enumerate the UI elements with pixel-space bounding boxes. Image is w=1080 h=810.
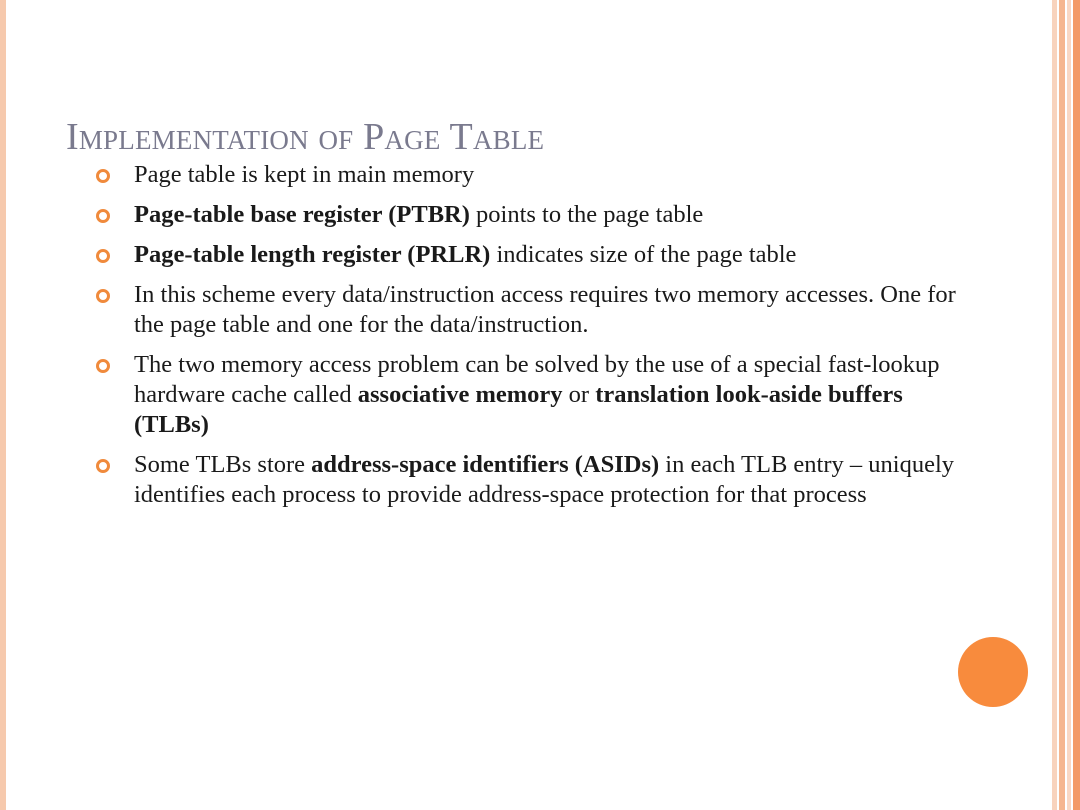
hollow-circle-bullet-icon — [96, 289, 110, 303]
hollow-circle-bullet-icon — [96, 209, 110, 223]
right-stripes-decoration — [1052, 0, 1080, 810]
bullet-item — [94, 200, 964, 230]
bullet-item — [94, 280, 964, 340]
bullet-bold-text: associative memory — [357, 381, 563, 408]
bullet-text: points to the page table — [469, 201, 704, 228]
bullet-text: The two memory access problem can be solved by the use of a special fast-lookup hardware cache called — [134, 351, 940, 408]
left-border-decoration — [0, 0, 6, 810]
bullet-list — [94, 160, 964, 520]
bullet-text: or — [562, 381, 596, 408]
stripe-4 — [1073, 0, 1080, 810]
stripe-1 — [1052, 0, 1057, 810]
bullet-item — [94, 450, 964, 510]
bullet-text: In this scheme every data/instruction access requires two memory accesses. One for the page table and one for the data/instruction. — [134, 281, 956, 338]
bullet-bold-text: Page-table length register (PRLR) — [134, 241, 491, 268]
hollow-circle-bullet-icon — [96, 459, 110, 473]
bullet-bold-text: Page-table base register (PTBR) — [134, 201, 470, 228]
hollow-circle-bullet-icon — [96, 359, 110, 373]
bullet-bold-text: translation look-aside buffers (TLBs) — [134, 381, 903, 438]
bullet-item — [94, 350, 964, 440]
hollow-circle-bullet-icon — [96, 249, 110, 263]
bullet-text: Page table is kept in main memory — [134, 161, 475, 188]
bullet-bold-text: address-space identifiers (ASIDs) — [311, 451, 660, 478]
bullet-text: Some TLBs store — [134, 451, 312, 478]
hollow-circle-bullet-icon — [96, 169, 110, 183]
stripe-3 — [1067, 0, 1071, 810]
bullet-text: indicates size of the page table — [490, 241, 797, 268]
slide-title: Implementation of Page Table — [66, 116, 545, 158]
bullet-item — [94, 160, 964, 190]
stripe-2 — [1059, 0, 1065, 810]
bullet-item — [94, 240, 964, 270]
bullet-text: in each TLB entry – uniquely identifies each process to provide address-space protection for that process — [134, 451, 955, 508]
orange-circle-decoration — [958, 637, 1028, 707]
